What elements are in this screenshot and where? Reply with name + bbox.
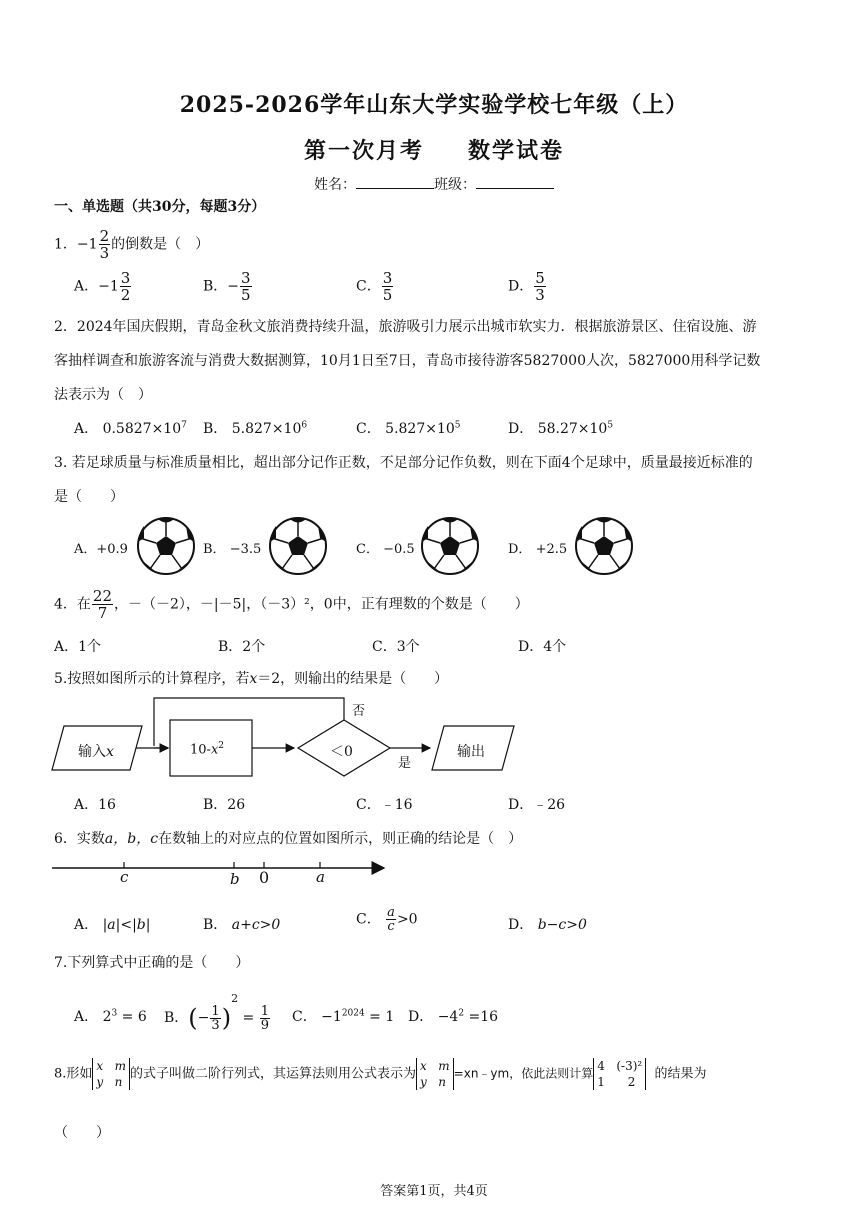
determinant-1: x m y n xyxy=(92,1058,130,1090)
page-title: 2025-2026学年山东大学实验学校七年级（上） xyxy=(179,92,689,118)
q1-option-a[interactable]: A．−1 $\frac{3}{2}$ xyxy=(74,269,131,304)
soccer-ball-icon xyxy=(420,516,480,576)
q8-line-2: （ ） xyxy=(54,1125,110,1141)
q7-option-a[interactable]: A． $2^3 = 6$ xyxy=(74,1008,147,1025)
axis-label-c: c xyxy=(120,868,129,886)
axis-label-zero: 0 xyxy=(259,868,270,887)
page-footer: 答案第1页，共4页 xyxy=(380,1184,488,1199)
q1-stem: 的倒数是（ ） xyxy=(111,236,210,253)
question-5: 5.按照如图所示的计算程序，若x＝2，则输出的结果是（ ） xyxy=(54,671,449,687)
name-class-line xyxy=(0,174,868,194)
q6-option-d[interactable]: D． b−c>0 xyxy=(508,917,587,933)
q4-fraction: $\frac{22}{7}$ xyxy=(92,587,113,622)
q3-option-c[interactable]: C． −0.5 xyxy=(356,542,415,557)
q7-option-b[interactable]: B．(− $\frac{1}{3}$ )$^2$ = $\frac{1}{9}$ xyxy=(164,992,269,1033)
name-blank[interactable] xyxy=(356,176,434,189)
class-label: 班级： xyxy=(434,177,476,193)
question-1 xyxy=(54,228,209,261)
page-subtitle xyxy=(0,134,868,165)
q2-option-b[interactable]: B． $5.827\times 10^6$ xyxy=(203,420,308,437)
q1-option-c[interactable]: C． $\frac{3}{5}$ xyxy=(356,269,393,304)
q2-line-2: 客抽样调查和旅游客流与消费大数据测算，10月1日至7日，青岛市接待游客5827000人次，5827000用科学记数 xyxy=(54,353,761,369)
q1-number: 1． xyxy=(54,236,77,253)
q6-option-a[interactable]: A． |a|<|b| xyxy=(74,917,151,933)
flowchart xyxy=(50,694,520,780)
subtitle-subject: 数学试卷 xyxy=(468,138,565,164)
subtitle-exam: 第一次月考 xyxy=(303,138,424,164)
q3-option-a[interactable]: A．+0.9 xyxy=(74,542,128,557)
flow-calc-label: $10-x^2$ xyxy=(190,741,225,758)
q4-option-b[interactable]: B．2个 xyxy=(218,639,266,655)
class-blank[interactable] xyxy=(476,176,554,189)
flow-no-label: 否 xyxy=(352,704,366,719)
q7-option-c[interactable]: C． $-1^{2024} = 1$ xyxy=(292,1008,395,1025)
q4-option-c[interactable]: C．3个 xyxy=(372,639,420,655)
q2-option-a[interactable]: A． $0.5827\times 10^7$ xyxy=(74,420,187,437)
name-label: 姓名： xyxy=(314,177,356,193)
number-line xyxy=(50,856,390,892)
q5-option-b[interactable]: B．26 xyxy=(203,797,246,813)
q2-line-1: 2．2024年国庆假期，青岛金秋文旅消费持续升温，旅游吸引力展示出城市软实力．根据旅游景区、住宿设施、游 xyxy=(54,319,757,335)
question-8: 8.形如x m y n的式子叫做二阶行列式，其运算法则用公式表示为x m y n=xn﹣ym，依此法则计算4 (-3)² 1 2 的结果为 xyxy=(54,1059,707,1089)
question-6: 6．实数a，b，c在数轴上的对应点的位置如图所示，则正确的结论是（ ） xyxy=(54,831,523,847)
flow-yes-label: 是 xyxy=(398,756,412,771)
q3-option-d[interactable]: D． +2.5 xyxy=(508,542,568,557)
q1-option-b[interactable]: B．− $\frac{3}{5}$ xyxy=(203,269,251,304)
q6-option-c[interactable]: C． $\frac{a}{c}$ >0 xyxy=(356,905,418,934)
q3-line-2: 是（ ） xyxy=(54,489,124,505)
flow-output-label: 输出 xyxy=(457,744,485,760)
question-4: 4．在 $\frac{22}{7}$ ，－（－2），－|－5|，（－3）²，0中，正有理数的个数是（ ） xyxy=(54,587,529,622)
q2-line-3: 法表示为（ ） xyxy=(54,387,152,403)
q3-line-1: 3. 若足球质量与标准质量相比，超出部分记作正数，不足部分记作负数，则在下面4个足球中，质量最接近标准的 xyxy=(54,455,753,471)
q4-option-a[interactable]: A．1个 xyxy=(54,639,102,655)
question-7: 7.下列算式中正确的是（ ） xyxy=(54,955,250,971)
q7-option-d[interactable]: D． $-4^2 =16$ xyxy=(408,1008,499,1025)
soccer-ball-icon xyxy=(268,516,328,576)
q1-integer: −1 xyxy=(76,236,98,253)
axis-label-a: a xyxy=(316,868,325,886)
q4-option-d[interactable]: D．4个 xyxy=(518,639,567,655)
section-heading: 一、单选题（共30分，每题3分） xyxy=(54,199,266,215)
q5-option-d[interactable]: D．﹣26 xyxy=(508,797,566,813)
axis-label-b: b xyxy=(230,870,240,888)
q1-option-d[interactable]: D． $\frac{5}{3}$ xyxy=(508,269,545,304)
q2-option-c[interactable]: C． $5.827\times 10^5$ xyxy=(356,420,461,437)
q1-fraction: $\frac{2}{3}$ xyxy=(99,227,110,262)
q3-option-b[interactable]: B． −3.5 xyxy=(203,542,262,557)
q5-option-a[interactable]: A．16 xyxy=(74,797,116,813)
flow-condition-label: ＜0 xyxy=(330,744,353,760)
determinant-2: x m y n xyxy=(416,1058,454,1090)
flow-input-label: 输入x xyxy=(78,744,114,760)
q5-option-c[interactable]: C．﹣16 xyxy=(356,797,413,813)
soccer-ball-icon xyxy=(574,516,634,576)
determinant-3: 4 (-3)² 1 2 xyxy=(593,1058,646,1090)
soccer-ball-icon xyxy=(136,516,196,576)
q2-option-d[interactable]: D． $58.27\times 10^5$ xyxy=(508,420,614,437)
q6-option-b[interactable]: B． a+c>0 xyxy=(203,917,281,933)
